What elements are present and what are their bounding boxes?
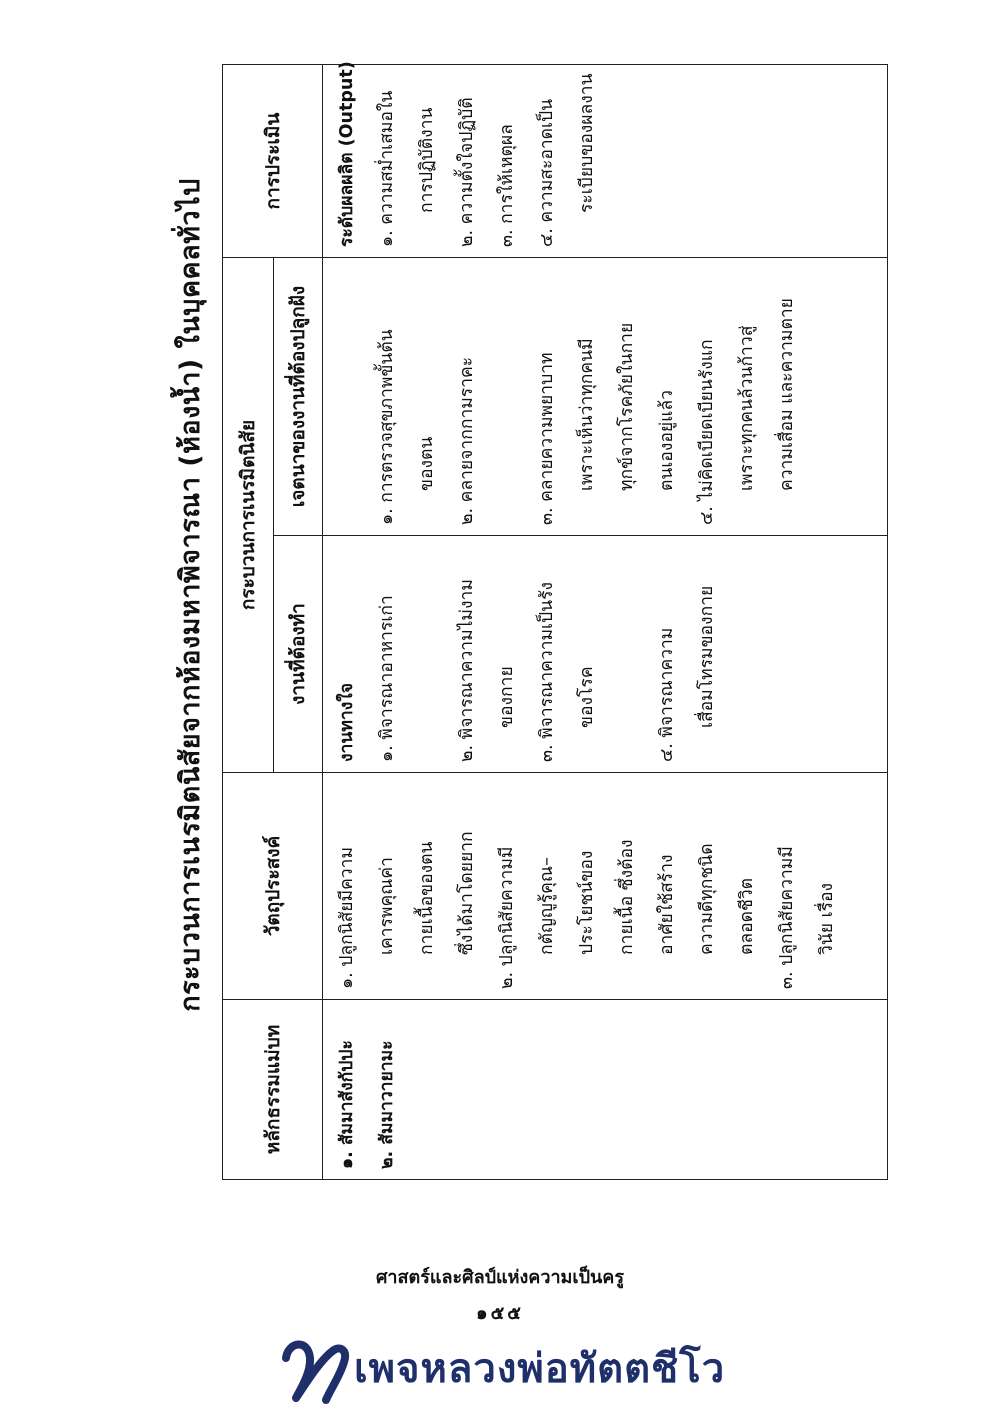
list-item: งานทางใจ: [337, 682, 357, 762]
list-item: ระเบียบของผลงาน: [577, 73, 597, 213]
list-item: ประโยชน์ของ: [577, 850, 597, 955]
process-table: [222, 61, 888, 1180]
list-item: เคารพคุณค่า: [377, 857, 397, 955]
spacer: [407, 546, 447, 762]
list-item: กตัญญูรู้คุณ–: [537, 857, 557, 955]
list-item: ๒. พิจารณาความไม่งาม: [457, 579, 477, 762]
list-item: ตลอดชีวิต: [737, 877, 757, 955]
list-item: ๓. การให้เหตุผล: [497, 124, 517, 247]
list-item: เพราะทุกคนล้วนก้าวสู่: [737, 325, 757, 491]
list-item: ความดีทุกชนิด: [697, 843, 717, 955]
list-item: เสื่อมโทรมของกาย: [697, 585, 717, 728]
header-process-group: กระบวนการเนรมิตนิสัย: [223, 258, 274, 773]
list-item: ของโรค: [577, 666, 597, 728]
header-intent: เจตนาของงานที่ต้องปลูกฝัง: [274, 258, 323, 536]
list-item: ๑. การตรวจสุขภาพขั้นต้น: [377, 329, 397, 525]
list-item: ๓. ปลูกนิสัยความมี: [777, 846, 797, 989]
cell-evaluation: [323, 61, 888, 258]
list-item: การปฏิบัติงาน: [417, 107, 437, 213]
header-evaluation: การประเมิน: [223, 65, 323, 258]
list-item: ๑. สัมมาสังกัปปะ: [337, 1040, 357, 1169]
list-item: ๔. ความสะอาดเป็น: [537, 98, 557, 247]
list-item: ของกาย: [497, 666, 517, 728]
list-item: ๔. ไม่คิดเบียดเบียนรังแก: [697, 339, 717, 525]
page-logo[interactable]: [278, 1328, 725, 1408]
spacer: [607, 546, 647, 762]
list-item: ๓. พิจารณาความเป็นรัง: [537, 581, 557, 762]
list-item: ทุกข์จากโรคภัยในกาย: [617, 322, 637, 491]
header-principle: หลักธรรมแม่บท: [223, 1000, 323, 1180]
page-title: กระบวนการเนรมิตนิสัยจากห้องมหาพิจารณา (ห้องน้ำ) ในบุคคลทั่วไป: [175, 178, 206, 1012]
cell-tasks: [323, 536, 888, 773]
list-item: ๒. ความตั้งใจปฏิบัติ: [457, 97, 477, 247]
list-item: ๒. สัมมาวายามะ: [377, 1040, 397, 1169]
page-number: ๑๕๕: [476, 1303, 524, 1324]
list-item: วินัย เรื่อง: [817, 882, 837, 955]
list-item: ๒. ปลูกนิสัยความมี: [497, 846, 517, 989]
cell-principles: [323, 1000, 888, 1180]
list-item: ตนเองอยู่แล้ว: [657, 390, 677, 491]
list-item: ๑. ความสม่ำเสมอใน: [377, 90, 397, 247]
logo-text: เพจหลวงพ่อทัตตชีโว: [354, 1346, 726, 1392]
list-item: ระดับผลผลิต (Output): [337, 61, 357, 247]
list-item: กายเนื้อ ซึ่งต้อง: [617, 839, 637, 955]
list-item: ความเสื่อม และความตาย: [777, 298, 797, 491]
list-item: ของตน: [417, 436, 437, 491]
list-item: ๓. คลายความพยาบาท: [537, 352, 557, 525]
header-objective: วัตถุประสงค์: [223, 773, 323, 1000]
logo-brush-icon: [278, 1328, 358, 1408]
list-item: เพราะเห็นว่าทุกคนมี: [577, 338, 597, 491]
list-item: กายเนื้อของตน: [417, 841, 437, 955]
cell-objectives: [323, 773, 888, 1000]
spacer: [487, 268, 527, 525]
list-item: ๑. พิจารณาอาหารเก่า: [377, 595, 397, 762]
rotated-page: [0, 10, 1000, 1180]
list-item: อาศัยใช้สร้าง: [657, 854, 677, 955]
spacer: [327, 268, 367, 525]
book-subtitle: ศาสตร์และศิลป์แห่งความเป็นครู: [375, 1267, 625, 1288]
cell-intent: [323, 258, 888, 536]
list-item: ๒. คลายจากกามราคะ: [457, 356, 477, 525]
list-item: ๔. พิจารณาความ: [657, 627, 677, 762]
list-item: ๑. ปลูกนิสัยมีความ: [337, 847, 357, 989]
list-item: ซึ่งได้มาโดยยาก: [457, 831, 477, 955]
header-tasks: งานที่ต้องทำ: [274, 536, 323, 773]
